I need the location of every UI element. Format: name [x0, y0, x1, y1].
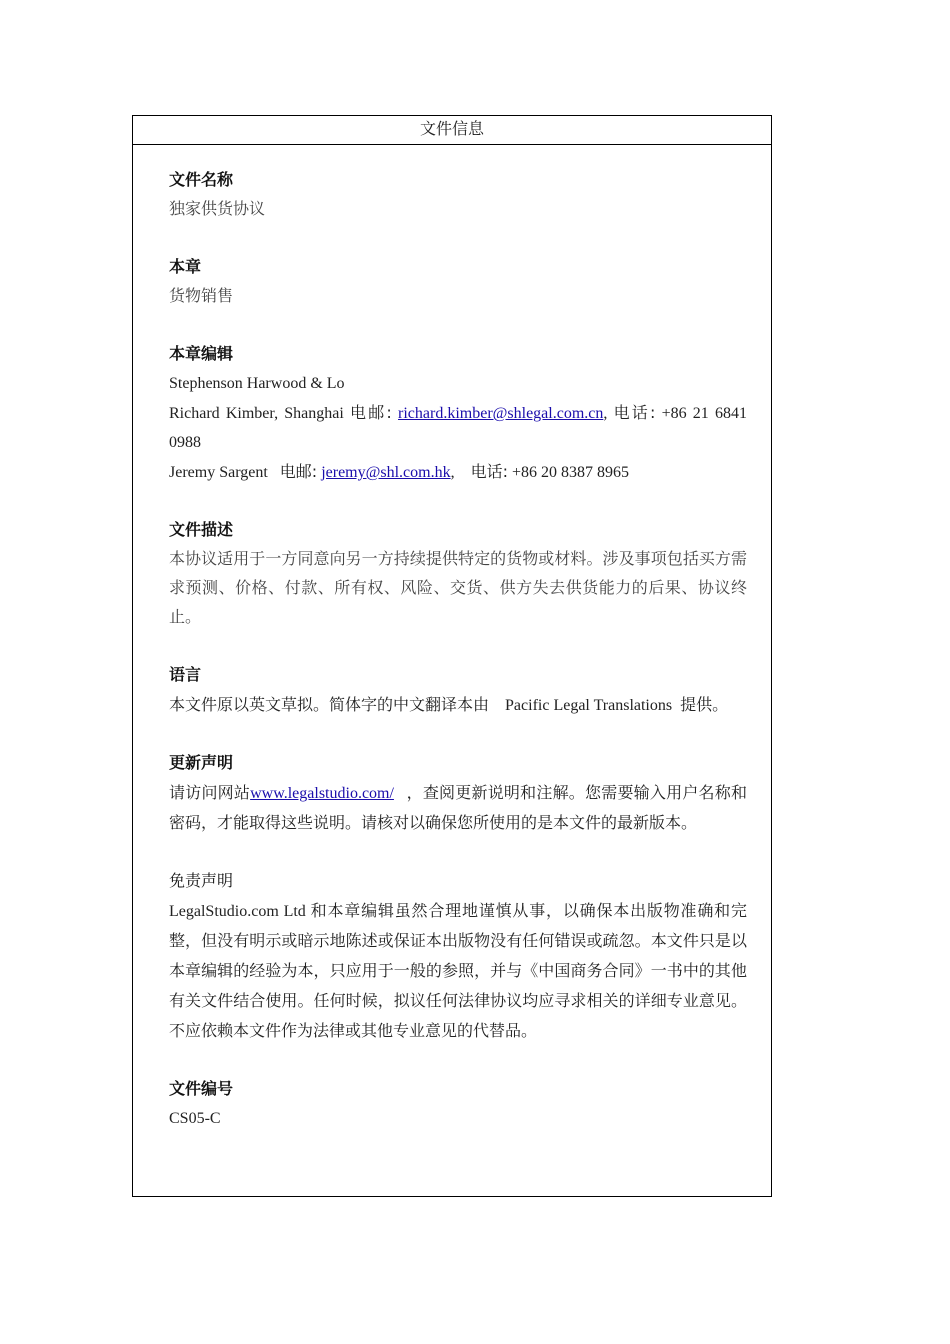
update-label: 更新声明	[169, 753, 234, 772]
editor-1-line	[169, 398, 747, 457]
chapter-value: 货物销售	[169, 288, 234, 305]
editor-2-phone-label: 电话:	[470, 462, 508, 481]
editor-1-name: Richard Kimber, Shanghai	[169, 405, 344, 422]
disclaimer-label: 免责声明	[169, 871, 234, 890]
editor-2-name: Jeremy Sargent	[169, 464, 268, 481]
editor-1-email-link[interactable]: richard.kimber@shlegal.com.cn	[398, 405, 604, 422]
language-text	[169, 690, 747, 720]
editor-2-line	[169, 457, 747, 487]
chapter-label: 本章	[169, 257, 202, 276]
doc-number-value: CS05-C	[169, 1110, 221, 1127]
description-text: 本协议适用于一方同意向另一方持续提供特定的货物或材料。涉及事项包括买方需求预测、价格、付款、所有权、风险、交货、供方失去供货能力的后果、协议终止。	[169, 551, 747, 626]
language-text-before: 本文件原以英文草拟。简体字的中文翻译本由	[169, 695, 490, 714]
description-label: 文件描述	[169, 520, 234, 539]
disclaimer-company: LegalStudio.com Ltd	[169, 903, 306, 920]
disclaimer-body: 和本章编辑虽然合理地谨慎从事，以确保本出版物准确和完整，但没有明示或暗示地陈述或保证本出版物没有任何错误或疏忽。本文件只是以本章编辑的经验为本，只应用于一般的参照，并与《中国商务合同》一书中的其他有关文件结合使用。任何时候，拟议任何法律协议均应寻求相关的详细专业意见。不应依赖本文件作为法律或其他专业意见的代替品。	[169, 901, 747, 1040]
editor-1-phone-label: 电话:	[613, 403, 656, 422]
editor-1-sep: ,	[603, 405, 608, 422]
editor-2-phone: +86 20 8387 8965	[511, 464, 630, 481]
editor-2-email-label: 电邮:	[279, 462, 318, 481]
box-body	[133, 145, 771, 1133]
update-text-after: ，查阅更新说明和注解。您需要输入用户名称和密码，才能取得这些说明。请核对以确保您所使用的是本文件的最新版本。	[169, 783, 747, 832]
editor-1-email-label: 电邮:	[350, 403, 392, 422]
update-text-before: 请访问网站	[169, 783, 251, 802]
file-name-label: 文件名称	[169, 170, 234, 189]
editor-1-phone: +86 21 6841 0988	[169, 405, 747, 451]
document-info-box	[132, 115, 772, 1197]
file-name-value: 独家供货协议	[169, 201, 266, 218]
update-website-link[interactable]: www.legalstudio.com/	[250, 785, 394, 802]
update-text	[169, 778, 747, 838]
language-translator: Pacific Legal Translations	[505, 697, 673, 714]
language-label: 语言	[169, 665, 202, 684]
disclaimer-text	[169, 896, 747, 1046]
box-header: 文件信息	[133, 116, 771, 145]
editors-label: 本章编辑	[169, 344, 234, 363]
editor-2-email-link[interactable]: jeremy@shl.com.hk	[321, 464, 451, 481]
editors-firm: Stephenson Harwood & Lo	[169, 375, 345, 392]
language-text-after: 提供。	[680, 695, 729, 714]
editor-2-sep: ,	[450, 464, 455, 481]
doc-number-label: 文件编号	[169, 1079, 234, 1098]
